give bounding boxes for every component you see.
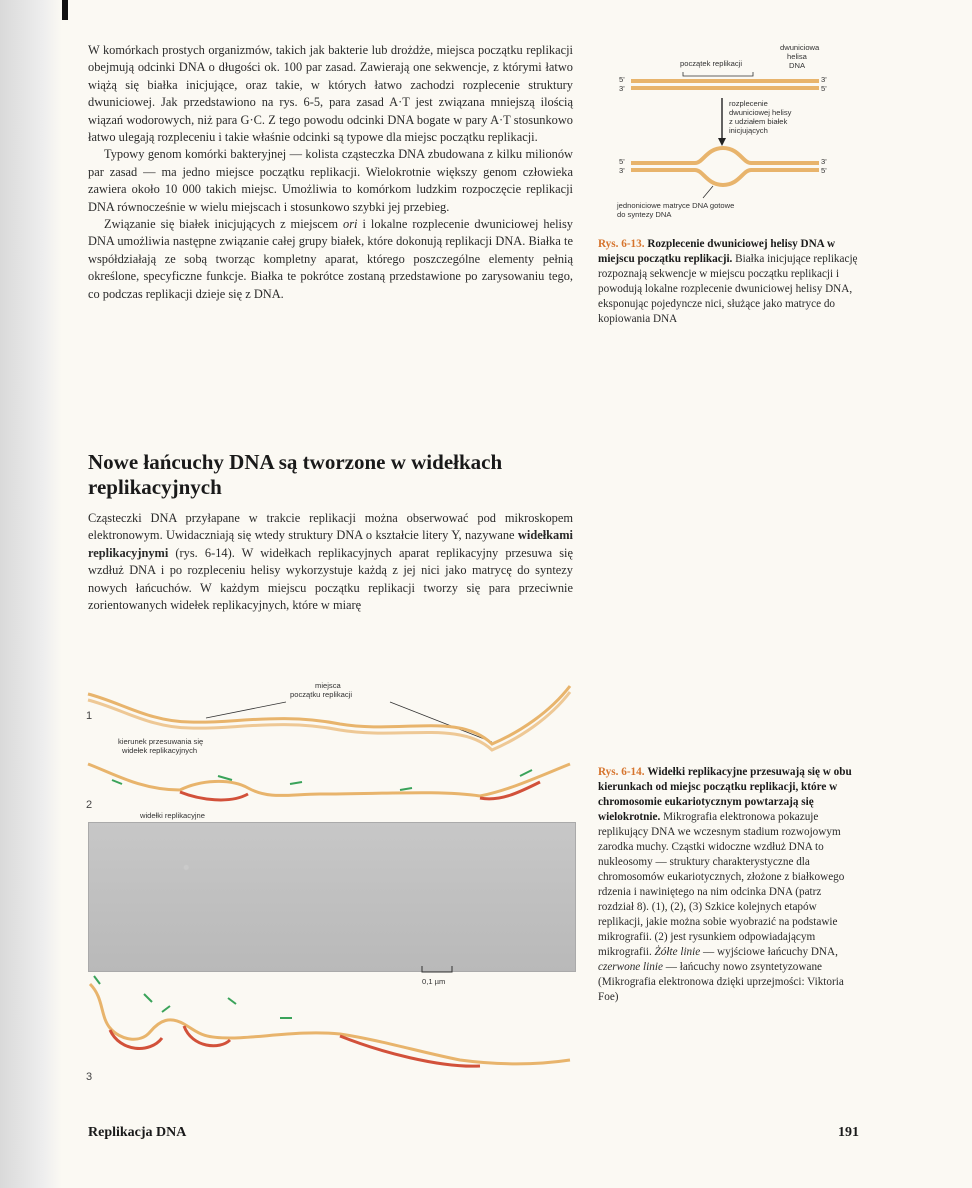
paragraph-2: Typowy genom komórki bakteryjnej — kolista cząsteczka DNA zbudowana z kilku milionów par zasad — ma jedno miejsce początku replikacji. Wielokrotnie większy genom człowieka zawiera około 10 000 takich miejsc. Umożliwia to komórkom ludzkim rozpoczęcie replikacji DNA równocześnie w wielu miejscach i stosunkowo szybki jej przebieg. <box>88 147 573 214</box>
fork-arrow-icon <box>290 782 302 784</box>
svg-text:5': 5' <box>821 166 827 175</box>
svg-text:jednoniciowe matryce DNA gotow: jednoniciowe matryce DNA gotowe <box>617 201 735 210</box>
strand-top <box>631 79 819 83</box>
svg-text:kierunek przesuwania się: kierunek przesuwania się <box>118 737 204 746</box>
svg-text:helisa: helisa <box>787 52 807 61</box>
fork-arrow-icon <box>162 1006 170 1012</box>
footer-section-title: Replikacja DNA <box>88 1125 187 1140</box>
svg-text:rozplecenie: rozplecenie <box>729 99 768 108</box>
electron-micrograph <box>88 822 576 972</box>
fork-arrow-icon <box>94 976 100 984</box>
paragraph-3: Związanie się białek inicjujących z miejscem ori i lokalne rozplecenie dwuniciowej helisy DNA umożliwia następne związanie całej grupy białek, które dokonują replikacji DNA. Białka te współdziałają ze sobą tworząc kompletny aparat, którego poszczególne elementy pełnią określone, specyficzne funkcje. Białka te pokrótce zostaną przedstawione po zarysowaniu tego, co podczas replikacji dzieje się z DNA. <box>88 217 573 301</box>
svg-text:początku replikacji: początku replikacji <box>290 690 353 699</box>
svg-text:1: 1 <box>86 710 93 722</box>
figure-6-13 <box>605 40 865 230</box>
svg-text:widełek replikacyjnych: widełek replikacyjnych <box>122 746 198 755</box>
figure-6-14-bottom <box>80 968 580 1088</box>
fork-arrow-icon <box>520 770 532 776</box>
main-text-top <box>88 42 573 303</box>
svg-text:5': 5' <box>821 84 827 93</box>
svg-text:0,1 µm: 0,1 µm <box>422 977 446 986</box>
origin-label: początek replikacji <box>680 59 743 68</box>
svg-text:dwuniciowej helisy: dwuniciowej helisy <box>729 108 792 117</box>
svg-text:3: 3 <box>86 1071 93 1083</box>
svg-text:widełki replikacyjne: widełki replikacyjne <box>140 811 205 820</box>
fork-arrow-icon <box>400 788 412 790</box>
paragraph-1: W komórkach prostych organizmów, takich jak bakterie lub drożdże, miejsca początku replikacji obejmują odcinki DNA o długości ok. 100 par zasad. Zawierają one sekwencje, z którymi łatwo wiążą się białka inicjujące, oraz takie, w których łatwo zachodzi rozplecenie struktury dwuniciowej. Jak przedstawiono na rys. 6-5, para zasad A·T jest związana mniejszą ilością wiązań wodorowych, niż para G·C. Z tego powodu odcinki DNA bogate w pary A·T stosunkowo łatwo ulegają rozpleceniu i takie właśnie odcinki są typowe dla miejsc początku replikacji. <box>88 43 573 145</box>
main-text-bottom <box>88 510 573 614</box>
svg-text:3': 3' <box>821 157 827 166</box>
page-number: 191 <box>838 1125 859 1140</box>
fork-arrow-icon <box>112 780 122 784</box>
fork-arrow-icon <box>144 994 152 1002</box>
scan-gutter <box>0 0 62 1188</box>
down-arrow-icon <box>718 138 726 146</box>
svg-text:miejsca: miejsca <box>315 681 341 690</box>
fork-arrow-icon <box>218 776 232 780</box>
svg-text:2: 2 <box>86 799 93 811</box>
caption-6-14: Rys. 6-14. Widełki replikacyjne przesuwają się w obu kierunkach od miejsc początku replikacji, które w chromosomie eukariotycznym powtarzają się wielokrotnie. Mikrografia elektronowa pokazuje replikujący DNA we wczesnym stadium rozwojowym zarodka muchy. Cząstki widoczne wzdłuż DNA to nukleosomy — struktury charakterystyczne dla chromosomów eukariotycznych, złożone z białkowego rdzenia i nawiniętego na nim odcinka DNA (patrz rozdział 8). (1), (2), (3) Szkice kolejnych etapów replikacji, jakie można sobie wyobrazić na podstawie mikrografii. (2) jest rysunkiem odpowiadającym mikrografii. Żółte linie — wyjściowe łańcuchy DNA, czerwone linie — łańcuchy nowo zsyntetyzowane (Mikrografia elektronowa dzięki uprzejmości: Viktoria Foe) <box>598 766 852 1003</box>
section-heading: Nowe łańcuchy DNA są tworzone w widełkach replikacyjnych <box>88 450 503 499</box>
fork-arrow-icon <box>228 998 236 1004</box>
svg-text:3': 3' <box>821 75 827 84</box>
svg-text:DNA: DNA <box>789 61 806 70</box>
svg-text:z udziałem białek: z udziałem białek <box>729 117 788 126</box>
strand-bottom <box>631 86 819 90</box>
scan-mark <box>62 0 68 20</box>
svg-text:3': 3' <box>619 84 625 93</box>
bubble-strand-bottom <box>631 170 819 185</box>
svg-text:3': 3' <box>619 166 625 175</box>
svg-text:do syntezy DNA: do syntezy DNA <box>617 210 672 219</box>
caption-6-13: Rys. 6-13. Rozplecenie dwuniciowej helisy DNA w miejscu początku replikacji. Białka inicjujące replikację rozpoznają sekwencje w miejscu początku replikacji i powodują lokalne rozplecenie dwuniciowej helisy DNA, eksponując pojedyncze nici, służące jako matryce do kopiowania DNA <box>598 238 858 325</box>
svg-text:5': 5' <box>619 157 625 166</box>
svg-text:dwuniciowa: dwuniciowa <box>780 43 820 52</box>
paragraph-4: Cząsteczki DNA przyłapane w trakcie replikacji można obserwować pod mikroskopem elektronowym. Uwidaczniają się wtedy struktury DNA o kształcie litery Y, nazywane widełkami replikacyjnymi (rys. 6-14). W widełkach replikacyjnych aparat replikacyjny przesuwa się wzdłuż DNA i po rozpleceniu helisy wykorzystuje każdą z jej nici jako matrycę do syntezy nowych łańcuchów. W każdym miejscu początku replikacji tworzy się para przeciwnie zorientowanych widełek replikacyjnych, które w miarę <box>88 511 573 613</box>
figure-6-14-top <box>80 672 580 822</box>
svg-text:inicjujących: inicjujących <box>729 126 768 135</box>
svg-text:5': 5' <box>619 75 625 84</box>
bubble-strand-top <box>631 148 819 163</box>
